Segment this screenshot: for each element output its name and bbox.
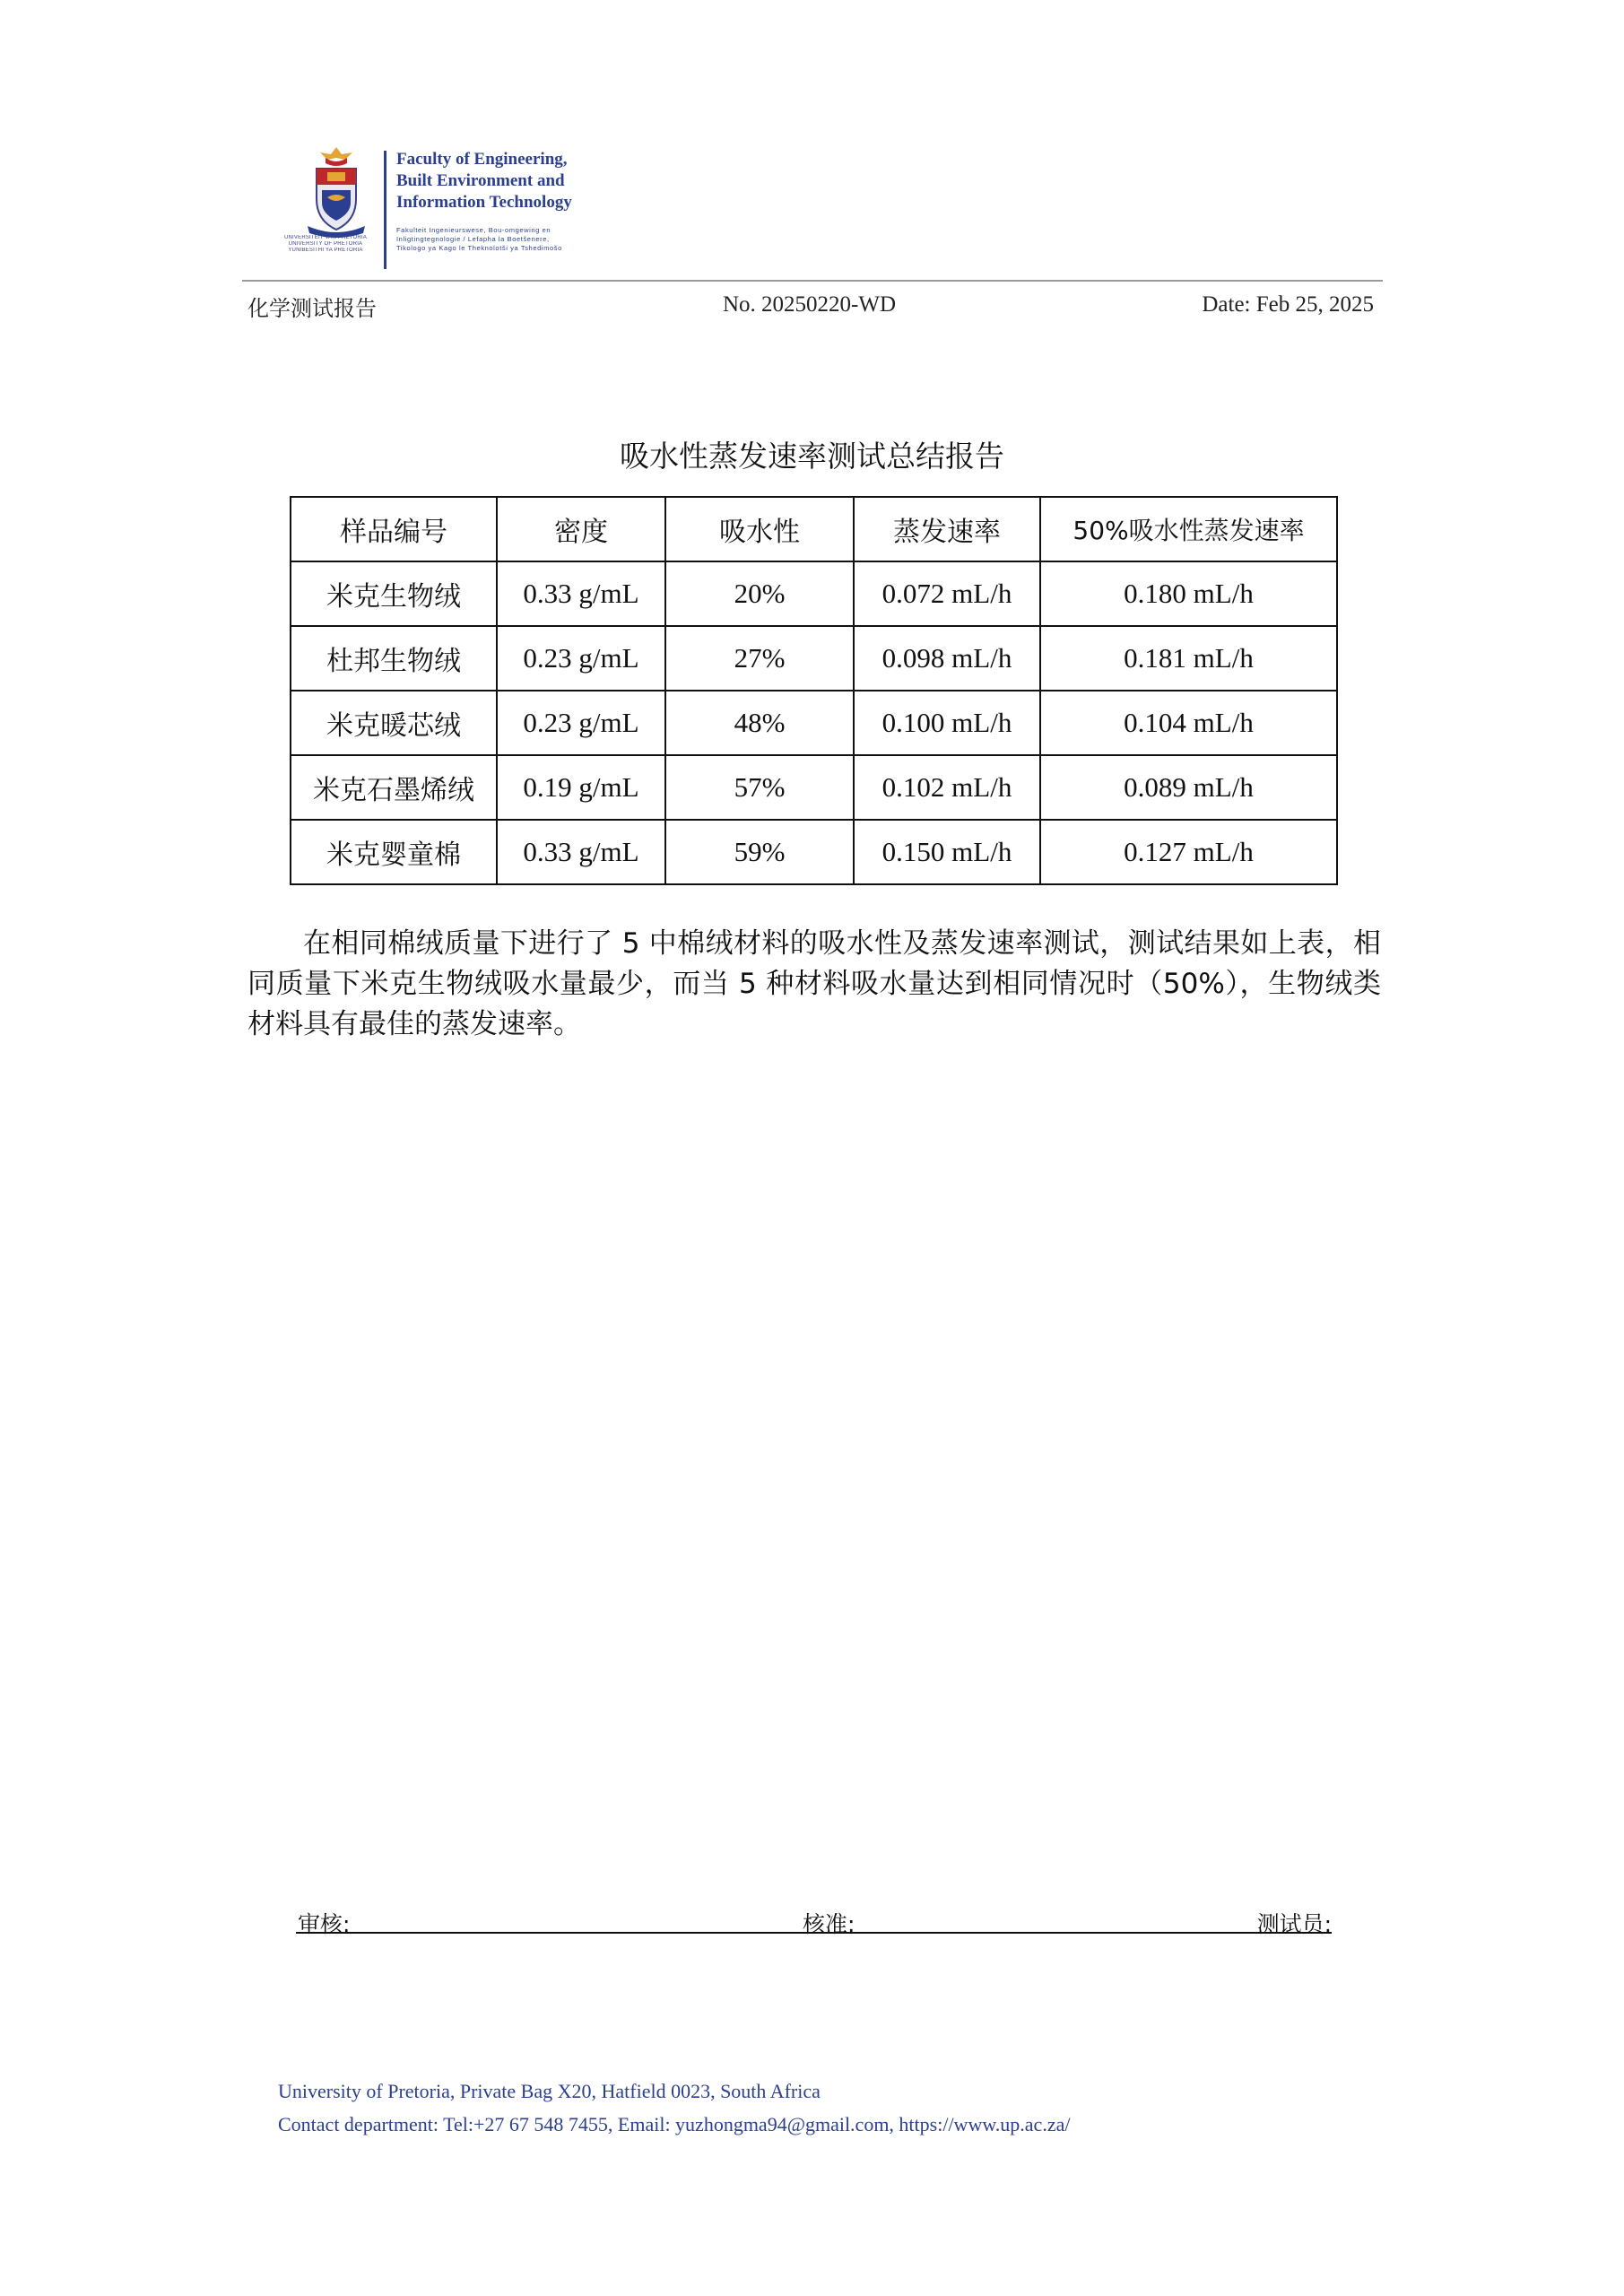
crest-caption-line: UNIVERSITEIT VAN PRETORIA bbox=[283, 235, 368, 240]
cell-density: 0.23 g/mL bbox=[497, 626, 665, 691]
cell-evaporation-rate-50: 0.127 mL/h bbox=[1040, 820, 1337, 884]
faculty-sub-line: Inligtingtegnologie / Lefapha la Boetšenere, bbox=[396, 235, 550, 243]
faculty-logo bbox=[269, 145, 610, 271]
cell-density: 0.33 g/mL bbox=[497, 561, 665, 626]
column-header-absorbency: 吸水性 bbox=[665, 497, 854, 561]
signature-approve-label: 核准: bbox=[803, 1911, 855, 1937]
table-row bbox=[291, 561, 1337, 626]
summary-paragraph: 在相同棉绒质量下进行了 5 中棉绒材料的吸水性及蒸发速率测试，测试结果如上表，相同质量下米克生物绒吸水量最少，而当 5 种材料吸水量达到相同情况时（50%），生物绒类材料具有最佳的蒸发速率。 bbox=[248, 927, 1381, 1040]
faculty-sub-line: Tikologo ya Kago le Theknolotši ya Tshedimošo bbox=[396, 244, 562, 252]
page-title: 吸水性蒸发速率测试总结报告 bbox=[620, 439, 1004, 474]
table-row bbox=[291, 755, 1337, 820]
crest-caption-line: YUNIBESITHI YA PRETORIA bbox=[288, 248, 363, 253]
cell-absorbency: 20% bbox=[665, 561, 854, 626]
cell-evaporation-rate: 0.102 mL/h bbox=[854, 755, 1040, 820]
footer-address: University of Pretoria, Private Bag X20, Hatfield 0023, South Africa bbox=[278, 2080, 821, 2102]
cell-density: 0.19 g/mL bbox=[497, 755, 665, 820]
crest-caption-line: UNIVERSITY OF PRETORIA bbox=[288, 241, 363, 247]
cell-sample: 米克暖芯绒 bbox=[291, 691, 497, 755]
column-header-sample: 样品编号 bbox=[291, 497, 497, 561]
page-footer bbox=[278, 2074, 1354, 2141]
crest-caption bbox=[269, 235, 382, 254]
faculty-sub-line: Fakulteit Ingenieurswese, Bou-omgewing en bbox=[396, 226, 551, 234]
logo-divider bbox=[384, 151, 386, 269]
table-row bbox=[291, 820, 1337, 884]
signature-tester-label: 测试员: bbox=[1256, 1911, 1332, 1937]
cell-evaporation-rate-50: 0.104 mL/h bbox=[1040, 691, 1337, 755]
signature-review-label: 审核: bbox=[298, 1911, 351, 1937]
signature-row bbox=[296, 1907, 1332, 1943]
cell-absorbency: 57% bbox=[665, 755, 854, 820]
cell-evaporation-rate: 0.100 mL/h bbox=[854, 691, 1040, 755]
report-number: No. 20250220-WD bbox=[723, 292, 897, 317]
faculty-name bbox=[396, 149, 612, 213]
cell-absorbency: 27% bbox=[665, 626, 854, 691]
faculty-name-line: Information Technology bbox=[396, 193, 572, 212]
report-date: Date: Feb 25, 2025 bbox=[1202, 292, 1374, 317]
cell-sample: 米克石墨烯绒 bbox=[291, 755, 497, 820]
table-row bbox=[291, 626, 1337, 691]
report-header bbox=[248, 291, 1374, 323]
footer-contact: Contact department: Tel:+27 67 548 7455, Email: yuzhongma94@gmail.com, https://www.up.ac.za/ bbox=[278, 2113, 1071, 2135]
faculty-name-line: Faculty of Engineering, bbox=[396, 150, 568, 169]
cell-sample: 米克婴童棉 bbox=[291, 820, 497, 884]
header-rule bbox=[242, 280, 1383, 282]
table-header-row bbox=[291, 497, 1337, 561]
cell-absorbency: 48% bbox=[665, 691, 854, 755]
results-table bbox=[290, 496, 1338, 885]
table-row bbox=[291, 691, 1337, 755]
faculty-name-line: Built Environment and bbox=[396, 171, 565, 190]
cell-density: 0.23 g/mL bbox=[497, 691, 665, 755]
column-header-density: 密度 bbox=[497, 497, 665, 561]
report-type: 化学测试报告 bbox=[248, 296, 377, 321]
cell-evaporation-rate-50: 0.181 mL/h bbox=[1040, 626, 1337, 691]
cell-evaporation-rate: 0.098 mL/h bbox=[854, 626, 1040, 691]
cell-evaporation-rate: 0.072 mL/h bbox=[854, 561, 1040, 626]
cell-absorbency: 59% bbox=[665, 820, 854, 884]
column-header-evaporation-rate: 蒸发速率 bbox=[854, 497, 1040, 561]
cell-density: 0.33 g/mL bbox=[497, 820, 665, 884]
cell-sample: 杜邦生物绒 bbox=[291, 626, 497, 691]
university-crest-icon bbox=[300, 145, 372, 239]
cell-evaporation-rate: 0.150 mL/h bbox=[854, 820, 1040, 884]
cell-evaporation-rate-50: 0.089 mL/h bbox=[1040, 755, 1337, 820]
column-header-evaporation-rate-50: 50%吸水性蒸发速率 bbox=[1040, 497, 1337, 561]
cell-evaporation-rate-50: 0.180 mL/h bbox=[1040, 561, 1337, 626]
faculty-name-translations bbox=[396, 226, 612, 253]
cell-sample: 米克生物绒 bbox=[291, 561, 497, 626]
